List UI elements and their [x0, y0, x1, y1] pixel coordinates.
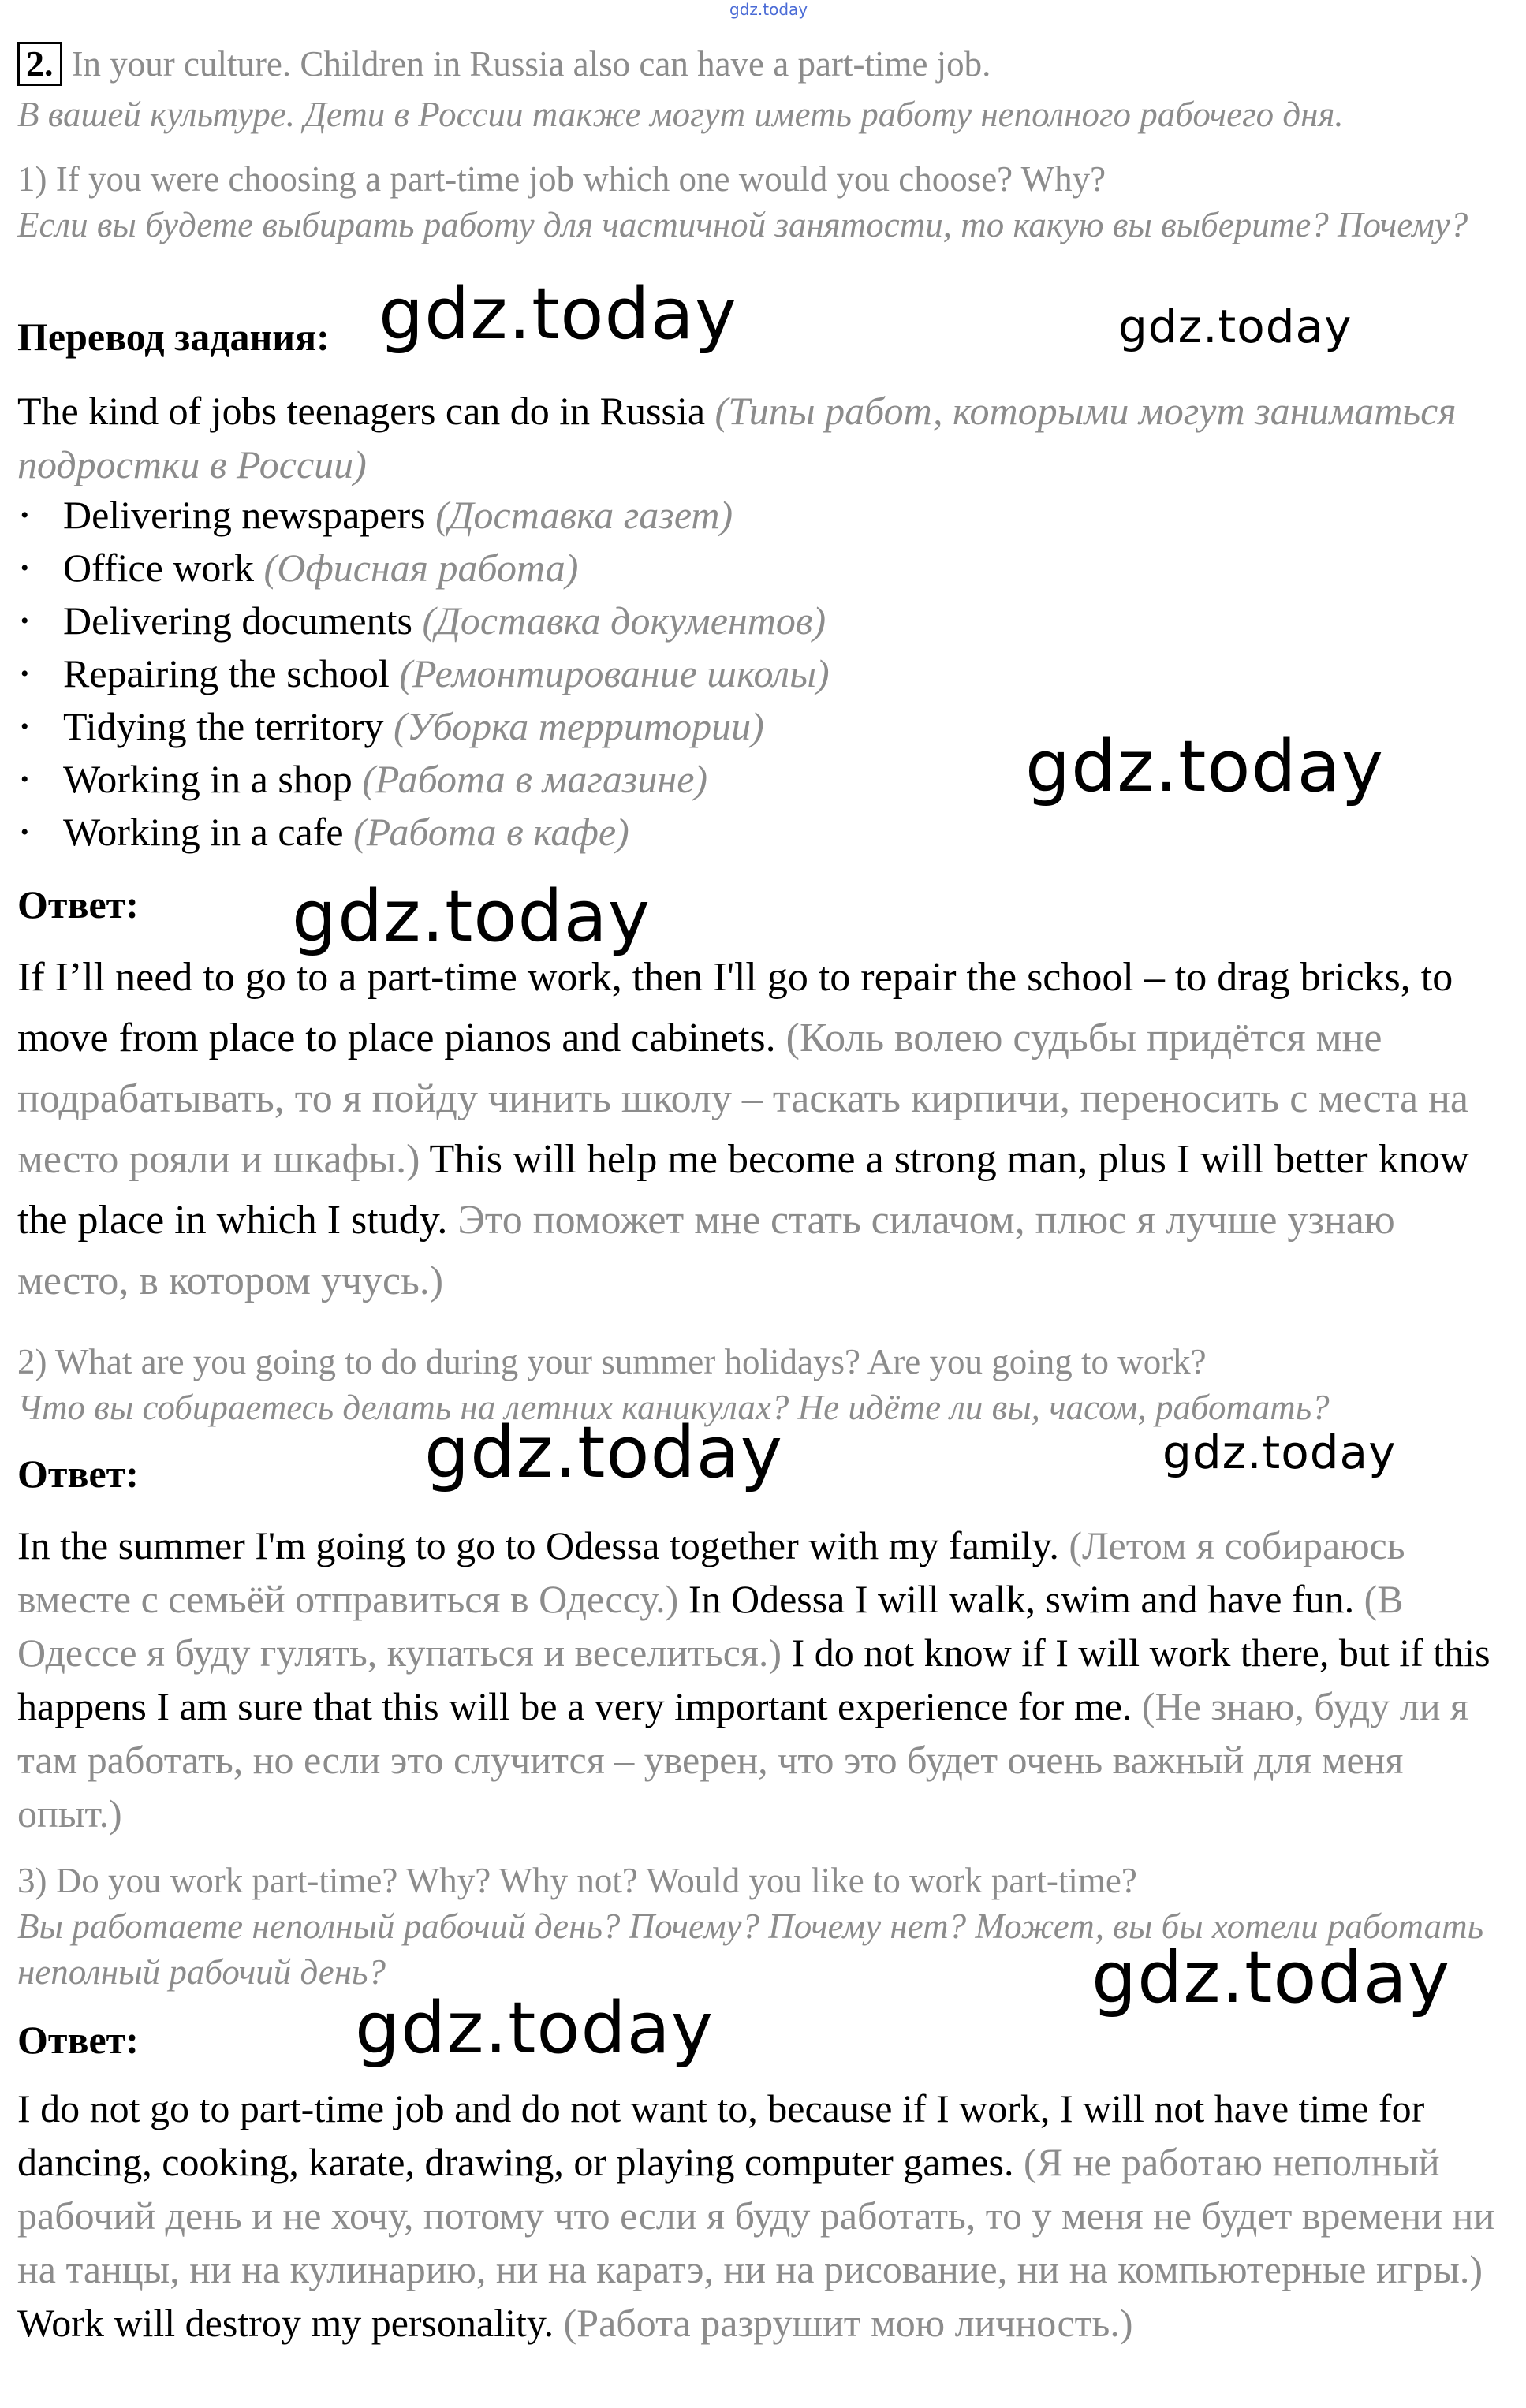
q2-ru: Что вы собираетесь делать на летних каникулах? Не идёте ли вы, часом, работать?: [17, 1388, 1330, 1427]
a2-ru2: (В Одессе я буду гулять, купаться и веселиться.): [17, 1577, 1404, 1675]
watermark: gdz.today: [1091, 1936, 1451, 2019]
a3-en2: Work will destroy my personality.: [17, 2301, 554, 2345]
a3-ru2: (Работа разрушит мою личность.): [563, 2301, 1133, 2345]
list-item: • Delivering newspapers (Доставка газет): [17, 489, 1508, 542]
watermark-top: gdz.today: [729, 0, 808, 19]
a1-en1: If I’ll need to go to a part-time work, then I'll go to repair the school – to drag bricks, to move from place to place pianos and cabinets.: [17, 955, 1453, 1060]
q2-en: 2) What are you going to do during your summer holidays? Are you going to work?: [17, 1342, 1207, 1381]
q3-ru: Вы работаете неполный рабочий день? Почему? Почему нет? Может, вы бы хотели работать неполный рабочий день?: [17, 1907, 1484, 1992]
task-title-ru: В вашей культуре. Дети в России также могут иметь работу неполного рабочего дня.: [17, 95, 1344, 134]
list-item: • Tidying the territory (Уборка территории): [17, 700, 1508, 753]
a3-en1: I do not go to part-time job and do not want to, because if I work, I will not have time for dancing, cooking, karate, drawing, or playing computer games.: [17, 2086, 1425, 2184]
translation-intro-ru: (Типы работ, которыми могут заниматься подростки в России): [17, 389, 1457, 486]
a1-ru2: Это поможет мне стать силачом, плюс я лучше узнаю место, в котором учусь.): [17, 1198, 1395, 1303]
watermark: gdz.today: [292, 875, 651, 958]
q1-ru: Если вы будете выбирать работу для частичной занятости, то какую вы выберите? Почему?: [17, 205, 1468, 244]
a2-en3: I do not know if I will work there, but if this happens I am sure that this will be a very important experience for me.: [17, 1631, 1491, 1728]
watermark: gdz.today: [424, 1411, 784, 1494]
list-item: • Working in a cafe (Работа в кафе): [17, 806, 1508, 859]
answer-label-1: Ответ:: [17, 882, 139, 926]
a2-ru1: (Летом я собираюсь вместе с семьёй отправиться в Одессу.): [17, 1523, 1405, 1621]
watermark: gdz.today: [355, 1987, 714, 2070]
q3-en: 3) Do you work part-time? Why? Why not? Would you like to work part-time?: [17, 1861, 1137, 1900]
translation-intro: [17, 384, 1508, 491]
a2-en2: In Odessa I will walk, swim and have fun.: [688, 1577, 1355, 1621]
task-header: [17, 41, 1508, 87]
a2-en1: In the summer I'm going to go to Odessa together with my family.: [17, 1523, 1059, 1567]
answer-label-2: Ответ:: [17, 1452, 139, 1496]
watermark: gdz.today: [1025, 725, 1385, 808]
list-item: • Office work (Офисная работа): [17, 542, 1508, 595]
list-item: • Working in a shop (Работа в магазине): [17, 753, 1508, 806]
translation-intro-en: The kind of jobs teenagers can do in Russia: [17, 389, 706, 433]
list-item: • Repairing the school (Ремонтирование школы): [17, 647, 1508, 700]
a2-ru3: (Не знаю, буду ли я там работать, но если это случится – уверен, что это будет очень важный для меня опыт.): [17, 1684, 1468, 1836]
q1-en: 1) If you were choosing a part-time job which one would you choose? Why?: [17, 159, 1106, 199]
watermark: gdz.today: [1118, 300, 1353, 353]
a1-en2: This will help me become a strong man, plus I will better know the place in which I study.: [17, 1137, 1470, 1243]
answer-2: [17, 1519, 1500, 1840]
watermark: gdz.today: [1162, 1426, 1397, 1479]
answer-3: [17, 2082, 1500, 2350]
watermark: gdz.today: [379, 273, 738, 356]
a1-ru1: (Коль волею судьбы придётся мне подрабатывать, то я пойду чинить школу – таскать кирпичи, переносить с места на место рояли и шкафы.): [17, 1016, 1468, 1182]
answer-1: [17, 947, 1500, 1311]
task-title-en: In your culture. Children in Russia also can have a part-time job.: [71, 44, 991, 84]
a3-ru1: (Я не работаю неполный рабочий день и не хочу, потому что если я буду работать, то у меня не будет времени ни на танцы, ни на кулинарию, ни на каратэ, ни на рисование, ни на компьютерные игры.): [17, 2140, 1495, 2291]
list-item: • Delivering documents (Доставка документов): [17, 595, 1508, 647]
task-number: 2.: [17, 42, 62, 86]
answer-label-3: Ответ:: [17, 2018, 139, 2062]
translation-label: Перевод задания:: [17, 315, 330, 359]
